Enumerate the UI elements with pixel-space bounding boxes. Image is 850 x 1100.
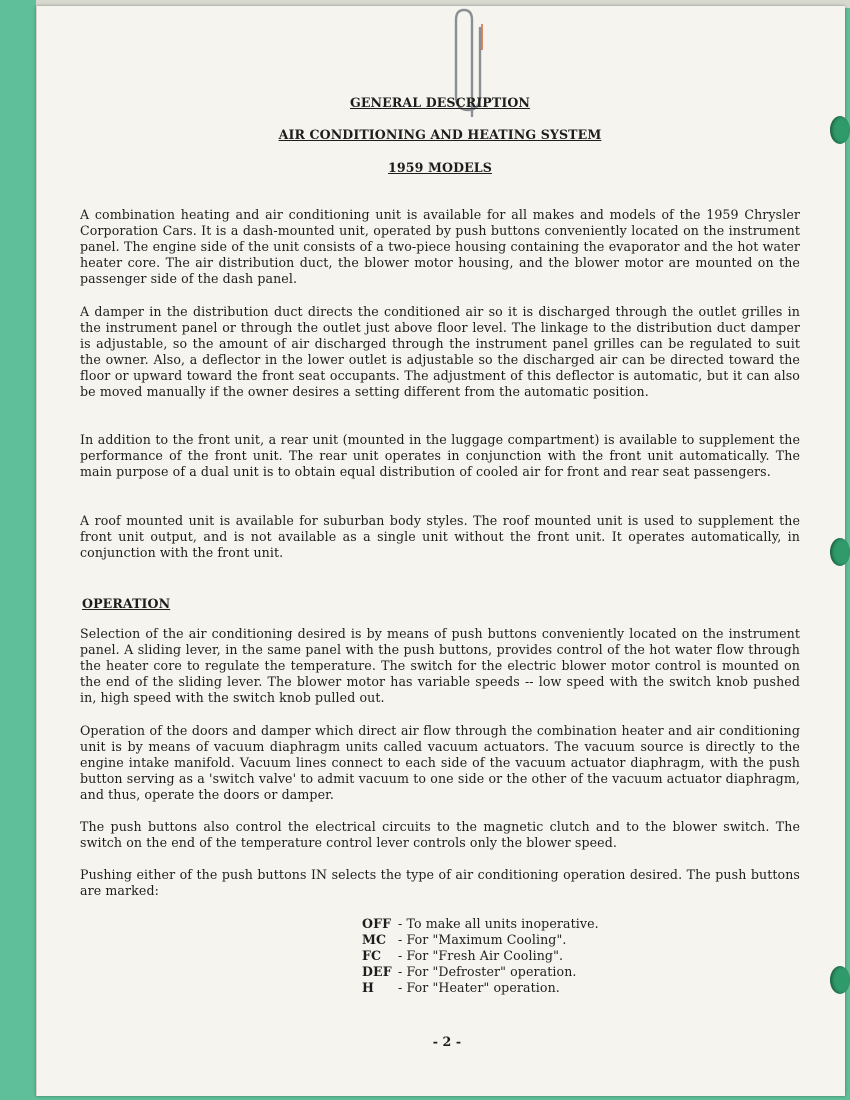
operation-paragraph-3: The push buttons also control the electrical circuits to the magnetic clutch and to the blower switch. The switch on the end of the temperature control lever controls only the blower speed. [80,819,800,850]
push-button-description: - For "Fresh Air Cooling". [398,948,564,963]
push-button-description: - For "Defroster" operation. [398,964,577,979]
push-button-item-mc [362,932,682,948]
operation-paragraph-2: Operation of the doors and damper which direct air flow through the combination heater and air conditioning unit is by means of vacuum diaphragm units called vacuum actuators. The vacuum source is directly to the engine intake manifold. Vacuum lines connect to each side of the vacuum actuator diaphragm, with the push button serving as a 'switch valve' to admit vacuum to one side or the other of the vacuum actuator diaphragm, and thus, operate the doors or damper. [80,723,800,802]
page-number: - 2 - [432,1034,462,1049]
model-year: 1959 MODELS [388,160,492,175]
binder-hole-middle [830,538,850,566]
operation-paragraph-1: Selection of the air conditioning desired is by means of push buttons conveniently located on the instrument panel. A sliding lever, in the same panel with the push buttons, provides control of the hot water flow through the heater core to regulate the temperature. The switch for the electric blower motor control is mounted on the end of the sliding lever. The blower motor has variable speeds -- low speed with the switch knob pushed in, high speed with the switch knob pulled out. [80,626,800,705]
push-button-item-off [362,916,682,932]
intro-paragraph-4: A roof mounted unit is available for suburban body styles. The roof mounted unit is used to supplement the front unit output, and is not available as a single unit without the front unit. It operates automatically, in conjunction with the front unit. [80,513,800,560]
binder-hole-top [830,116,850,144]
page-title: GENERAL DESCRIPTION [349,95,531,110]
push-button-item-fc [362,948,682,964]
push-button-item-def [362,964,682,980]
push-button-code: OFF [362,916,392,931]
push-button-list [362,916,682,996]
page-subtitle: AIR CONDITIONING AND HEATING SYSTEM [278,127,602,142]
binder-hole-bottom [830,966,850,994]
intro-paragraph-3: In addition to the front unit, a rear unit (mounted in the luggage compartment) is available to supplement the performance of the front unit. The rear unit operates in conjunction with the front unit automatically. The main purpose of a dual unit is to obtain equal distribution of cooled air for front and rear seat passengers. [80,432,800,479]
push-button-description: - For "Heater" operation. [398,980,560,995]
push-button-code: MC [362,932,387,947]
operation-paragraph-4: Pushing either of the push buttons IN selects the type of air conditioning operation desired. The push buttons are marked: [80,867,800,898]
push-button-code: DEF [362,964,392,979]
intro-paragraph-2: A damper in the distribution duct directs the conditioned air so it is discharged through the outlet grilles in the instrument panel or through the outlet just above floor level. The linkage to the distribution duct damper is adjustable, so the amount of air discharged through the instrument panel grilles can be regulated to suit the owner. Also, a deflector in the lower outlet is adjustable so the discharged air can be directed toward the floor or upward toward the front seat occupants. The adjustment of this deflector is automatic, but it can also be moved manually if the owner desires a setting different from the automatic position. [80,304,800,399]
push-button-description: - To make all units inoperative. [398,916,599,931]
operation-heading: OPERATION [82,596,171,611]
push-button-item-h [362,980,682,996]
push-button-description: - For "Maximum Cooling". [398,932,567,947]
push-button-code: FC [362,948,382,963]
intro-paragraph-1: A combination heating and air conditioning unit is available for all makes and models of the 1959 Chrysler Corporation Cars. It is a dash-mounted unit, operated by push buttons conveniently located on the instrument panel. The engine side of the unit consists of a two-piece housing containing the evaporator and the hot water heater core. The air distribution duct, the blower motor housing, and the blower motor are mounted on the passenger side of the dash panel. [80,207,800,286]
push-button-code: H [362,980,374,995]
